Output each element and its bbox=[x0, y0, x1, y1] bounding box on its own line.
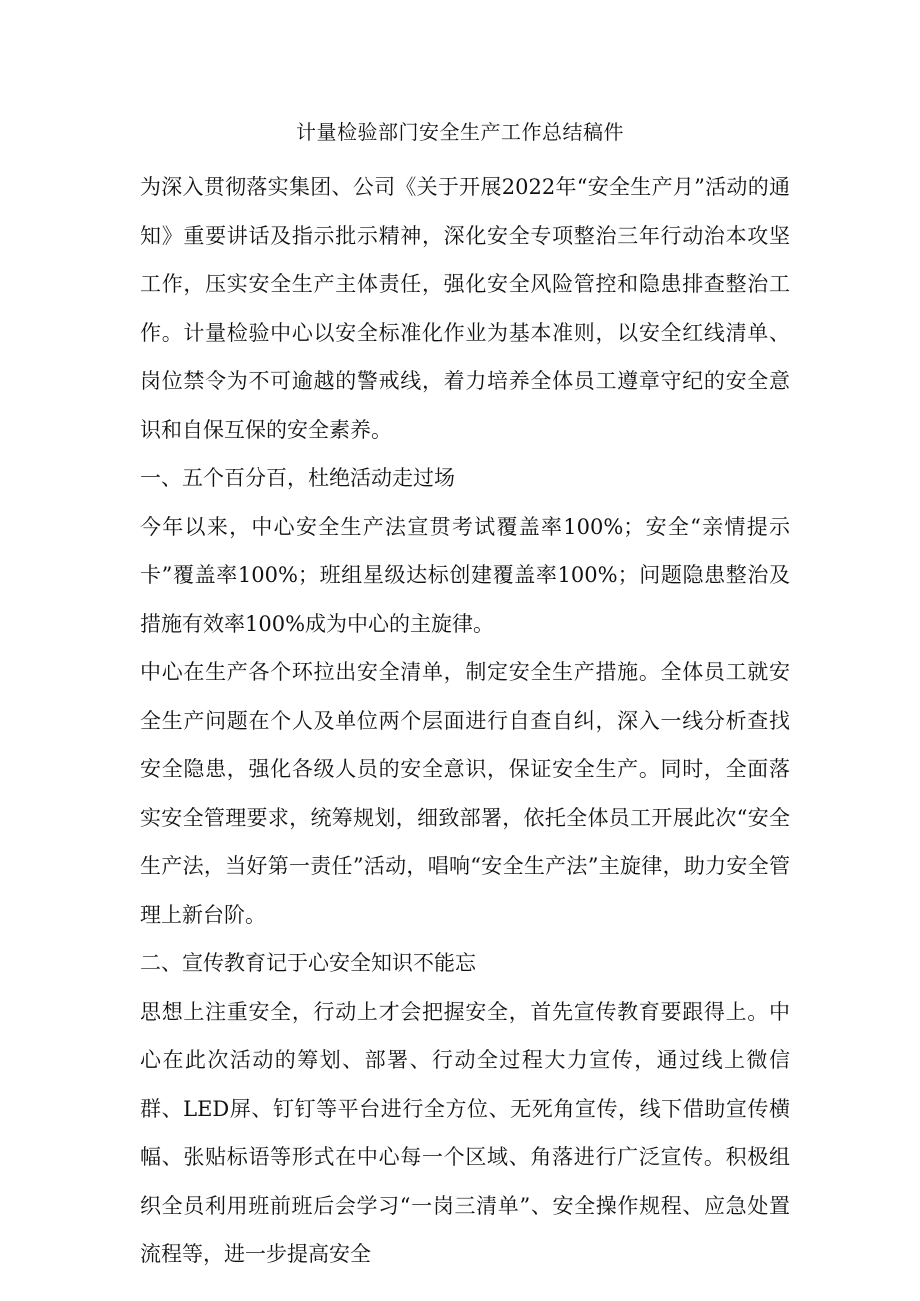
section-heading-1: 一、五个百分百，杜绝活动走过场 bbox=[140, 466, 455, 490]
document-title: 计量检验部门安全生产工作总结稿件 bbox=[296, 120, 624, 144]
body-paragraph: 思想上注重安全，行动上才会把握安全，首先宣传教育要跟得上。中心在此次活动的筹划、部署、行动全过程大力宣传，通过线上微信群、LED屏、钉钉等平台进行全方位、无死角宣传，线下借助宣传横幅、张贴标语等形式在中心每一个区域、角落进行广泛宣传。积极组织全员利用班前班后会学习“一岗三清单”、安全操作规程、应急处置流程等，进一步提高安全 bbox=[140, 999, 790, 1266]
body-paragraph: 中心在生产各个环拉出安全清单，制定安全生产措施。全体员工就安全生产问题在个人及单位两个层面进行自查自纠，深入一线分析查找安全隐患，强化各级人员的安全意识，保证安全生产。同时，全面落实安全管理要求，统筹规划，细致部署，依托全体员工开展此次“安全生产法，当好第一责任”活动，唱响“安全生产法”主旋律，助力安全管理上新台阶。 bbox=[140, 660, 790, 927]
body-paragraph: 今年以来，中心安全生产法宣贯考试覆盖率100%；安全“亲情提示卡”覆盖率100%；班组星级达标创建覆盖率100%；问题隐患整治及措施有效率100%成为中心的主旋律。 bbox=[140, 514, 790, 636]
section-heading-2: 二、宣传教育记于心安全知识不能忘 bbox=[140, 951, 476, 975]
intro-paragraph: 为深入贯彻落实集团、公司《关于开展2022年“安全生产月”活动的通知》重要讲话及指示批示精神，深化安全专项整治三年行动治本攻坚工作，压实安全生产主体责任，强化安全风险管控和隐患排查整治工作。计量检验中心以安全标准化作业为基本准则，以安全红线清单、岗位禁令为不可逾越的警戒线，着力培养全体员工遵章守纪的安全意识和自保互保的安全素养。 bbox=[140, 175, 790, 442]
document-body bbox=[140, 163, 790, 1279]
